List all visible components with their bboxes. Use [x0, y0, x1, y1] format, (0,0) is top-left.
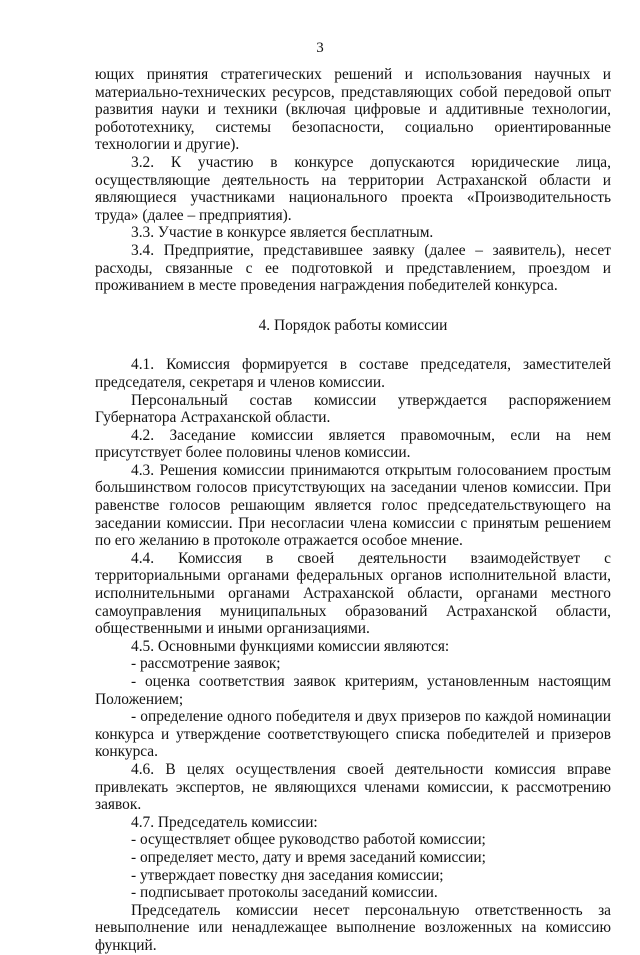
chairman-responsibility-paragraph: Председатель комиссии несет персональную ответственность за невыполнение или ненадлежащее выполнение возложенных на комиссию функций. — [95, 901, 611, 954]
section-heading-4: 4. Порядок работы комиссии — [258, 316, 448, 334]
clause-4-4: 4.4. Комиссия в своей деятельности взаимодействует с территориальными органами федеральных органов исполнительной власти, исполнительными органами Астраханской области, органами местного самоуправления муниципальных образований Астраханской области, общественными и иными организациями. — [95, 549, 611, 638]
list-item: - оценка соответствия заявок критериям, установленным настоящим Положением; — [95, 673, 611, 708]
clause-3-2: 3.2. К участию в конкурсе допускаются юридические лица, осуществляющие деятельность на территории Астраханской области и являющиеся участниками национального проекта «Производительность труда» (далее – предприятия). — [95, 153, 611, 224]
clause-3-3: 3.3. Участие в конкурсе является бесплатным. — [131, 224, 434, 242]
list-item: - рассмотрение заявок; — [131, 655, 281, 673]
list-item: - определение одного победителя и двух призеров по каждой номинации конкурса и утверждение соответствующего списка победителей и призеров конкурса. — [95, 708, 611, 761]
page-number: 3 — [316, 40, 324, 56]
clause-4-1: 4.1. Комиссия формируется в составе председателя, заместителей председателя, секретаря и членов комиссии. — [95, 356, 611, 391]
clause-4-6: 4.6. В целях осуществления своей деятельности комиссия вправе привлекать экспертов, не являющихся членами комиссии, к рассмотрению заявок. — [95, 760, 611, 814]
paragraph-continuation: ющих принятия стратегических решений и использования научных и материально-технических ресурсов, представляющих собой передовой опыт развития науки и техники (включая цифровые и аддитивные технологии, робототехнику, системы безопасности, социально ориентированные технологии и другие). — [95, 66, 611, 154]
clause-4-2: 4.2. Заседание комиссии является правомочным, если на нем присутствует более половины членов комиссии. — [95, 426, 611, 462]
clause-4-7: 4.7. Председатель комиссии: — [131, 813, 318, 831]
commission-composition-paragraph: Персональный состав комиссии утверждается распоряжением Губернатора Астраханской области. — [95, 391, 611, 427]
list-item: - осуществляет общее руководство работой комиссии; — [131, 831, 486, 849]
list-item: - определяет место, дату и время заседаний комиссии; — [131, 848, 486, 866]
list-item: - подписывает протоколы заседаний комиссии. — [131, 884, 438, 902]
clause-4-3: 4.3. Решения комиссии принимаются открытым голосованием простым большинством голосов присутствующих на заседании членов комиссии. При равенстве голосов решающим является голос председательствующего на заседании комиссии. При несогласии члена комиссии с принятым решением по его желанию в протоколе отражается особое мнение. — [95, 461, 611, 550]
clause-3-4: 3.4. Предприятие, представившее заявку (далее – заявитель), несет расходы, связанные с ее подготовкой и представлением, проездом и проживанием в месте проведения награждения победителей конкурса. — [95, 241, 611, 295]
clause-4-5: 4.5. Основными функциями комиссии являются: — [131, 637, 450, 655]
document-body — [95, 66, 611, 955]
list-item: - утверждает повестку дня заседания комиссии; — [131, 866, 444, 884]
